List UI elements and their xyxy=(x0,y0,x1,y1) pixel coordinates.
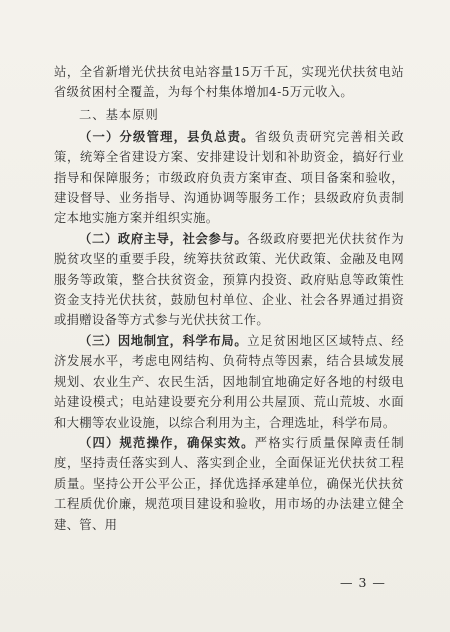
document-body xyxy=(54,62,404,535)
principle-title-1: （一）分级管理，县负总责。 xyxy=(79,129,255,144)
principle-paragraph-3 xyxy=(54,331,404,433)
principle-title-4: （四）规范操作，确保实效。 xyxy=(79,435,255,450)
principle-paragraph-2 xyxy=(54,229,404,331)
principle-body-2: 各级政府要把光伏扶贫作为脱贫攻坚的重要手段，统筹扶贫政策、光伏政策、金融及电网服务等政策，整合扶贫资金，预算内投资、政府贴息等政策性资金支持光伏扶贫，鼓励包村单位、企业、社会各界通过捐资或捐赠设备等方式参与光伏扶贫工作。 xyxy=(54,231,404,328)
principle-body-3: 立足贫困地区区域特点、经济发展水平，考虑电网结构、负荷特点等因素，结合县域发展规划、农业生产、农民生活，因地制宜地确定好各地的村级电站建设模式；电站建设要充分利用公共屋顶、荒山荒坡、水面和大棚等农业设施，以综合利用为主，合理选址，科学布局。 xyxy=(54,333,404,430)
principle-title-2: （二）政府主导，社会参与。 xyxy=(79,231,248,246)
principle-body-4: 严格实行质量保障责任制度，坚持责任落实到人、落实到企业，全面保证光伏扶贫工程质量。坚持公开公平公正，择优选择承建单位，确保光伏扶贫工程质优价廉，规范项目建设和验收，用市场的办法建立健全建、管、用 xyxy=(54,435,404,532)
principle-title-3: （三）因地制宜，科学布局。 xyxy=(79,333,248,348)
opening-paragraph: 站，全省新增光伏扶贫电站容量15万千瓦，实现光伏扶贫电站省级贫困村全覆盖，为每个村集体增加4-5万元收入。 xyxy=(54,65,404,100)
principle-paragraph-4 xyxy=(54,433,404,535)
page-number: — 3 — xyxy=(340,575,386,590)
principle-paragraph-1 xyxy=(54,127,404,229)
principle-body-1: 省级负责研究完善相关政策，统筹全省建设方案、安排建设计划和补助资金，搞好行业指导和保障服务；市级政府负责方案审查、项目备案和验收，建设督导、业务指导、沟通协调等服务工作；县级政府负责制定本地实施方案并组织实施。 xyxy=(54,129,404,226)
section-heading: 二、基本原则 xyxy=(79,107,159,122)
